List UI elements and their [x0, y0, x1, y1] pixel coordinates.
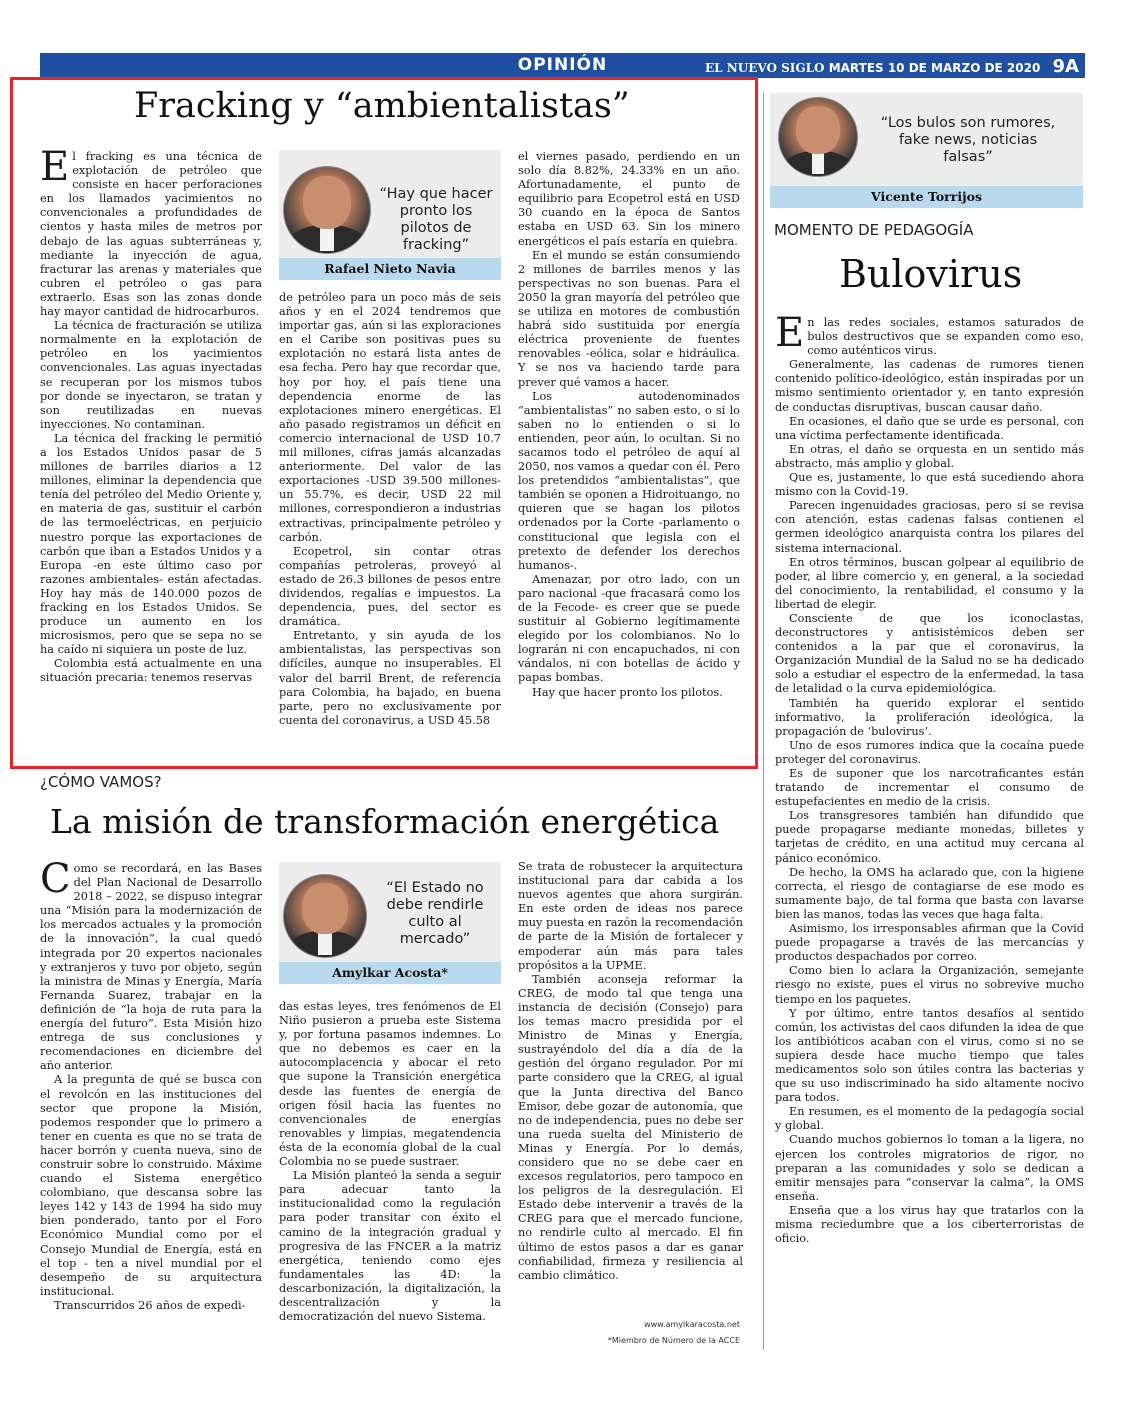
author-name: Rafael Nieto Navia: [279, 258, 501, 280]
paragraph: Como bien lo aclara la Organización, semejante riesgo no existe, pues el virus no sobrevive mucho tiempo en los paquetes.: [775, 964, 1084, 1006]
paragraph: Los transgresores también han difundido que puede propagarse mediante monedas, billetes y tarjetas de crédito, en una actitud muy cercana al pánico económico.: [775, 809, 1084, 865]
paragraph: Uno de esos rumores indica que la cocaína puede proteger del coronavirus.: [775, 738, 1084, 766]
paragraph: Consciente de que los iconoclastas, deconstructores y antisistémicos deben ser contenidos a la par que el coronavirus, la Organización Mundial de la Salud no se ha dedicado solo a estudiar el espectro de la enfermedad, la tasa de letalidad o la curva epidemiológica.: [775, 611, 1084, 696]
author-photo: [778, 97, 858, 177]
paragraph: La técnica del fracking le permitió a los Estados Unidos pasar de 5 millones de barriles diarios a 12 millones, eliminar la dependencia que tenía del petróleo del Medio Oriente y, en materia de gas, sustituir el carbón de las termoeléctricas, en perjuicio nuestro porque las exportaciones de carbón que iban a Estados Unidos y a Europa -en este último caso por razones ambientales- están afectadas. Hoy hay más de 140.000 pozos de fracking en los Estados Unidos. Se produce un aumento en los microsismos, pero que se sepa no se ha caído ni siquiera un poste de luz.: [40, 431, 262, 657]
author-name: Amylkar Acosta*: [279, 962, 501, 984]
paragraph: Enseña que a los virus hay que tratarlos con la misma reciedumbre que a los ciberterroristas de oficio.: [775, 1203, 1084, 1246]
paragraph: el viernes pasado, perdiendo en un solo día 8.82%, 24.33% en un año. Afortunadamente, el punto de equilibrio para Ecopetrol está en USD 30 cuando en la época de Santos estaba en USD 63. Sin los minero energéticos el país estaría en quiebra.: [518, 150, 740, 248]
paragraph: La técnica de fracturación se utiliza normalmente en la explotación de petróleo en los yacimientos convencionales. Las aguas inyectadas se recuperan por los mismos tubos por donde se inyectaron, se tratan y son reutilizadas en nuevas inyecciones. No contaminan.: [40, 319, 262, 431]
article2-column-1: [40, 862, 262, 1350]
article-kicker: ¿CÓMO VAMOS?: [40, 773, 162, 791]
paragraph: Se trata de robustecer la arquitectura institucional para dar cabida a los nuevos agentes que ahora surgirán. En este orden de ideas nos parece muy puesta en razón la recomendación de parte de la Misión de fortalecer y empoderar aún más para tales propósitos a la UPME.: [518, 860, 743, 972]
paragraph: de petróleo para un poco más de seis años y en el 2024 tendremos que importar gas, aún si las exploraciones en el Caribe son positivas pues su explotación no estará lista antes de esa fecha. Pero hay que recordar que, hoy por hoy, el país tiene una dependencia enorme de las explotaciones minero energéticas. El año pasado registramos un déficit en comercio internacional de USD 10.7 mil millones, cifras jamás alcanzadas anteriormente. Del valor de las exportaciones -USD 39.500 millones- un 55.7%, es decir, USD 22 mil millones, correspondieron a industrias extractivas, principalmente petróleo y carbón.: [279, 291, 501, 544]
paragraph: Colombia está actualmente en una situación precaria: tenemos reservas: [40, 657, 262, 685]
article-title: Bulovirus: [839, 252, 1023, 296]
author-box: [770, 93, 1083, 208]
section-header-bar: [40, 53, 1085, 78]
paragraph: De hecho, la OMS ha aclarado que, con la higiene correcta, el riesgo de contagiarse de ese modo es sumamente bajo, de tal forma que basta con lavarse bien las manos, todas las veces que haga falta.: [775, 865, 1084, 921]
paragraph: En resumen, es el momento de la pedagogía social y global.: [775, 1105, 1084, 1133]
author-footnote: *Miembro de Número de la ACCE: [607, 1336, 740, 1345]
article1-column-3: [518, 150, 740, 750]
paragraph: Y por último, entre tantos desafíos al sentido común, los activistas del caos difunden la idea de que los antibióticos acaban con el virus, como si no se supiera desde hace mucho tiempo que tales medicamentos solo son útiles contra las bacterias y que su uso indiscriminado ha sido altamente nocivo para todos.: [775, 1006, 1084, 1105]
paragraph: A la pregunta de qué se busca con el revolcón en las instituciones del sector que propone la Misión, podemos responder que lo primero a tener en cuenta es que no se trata de hacer borrón y cuenta nueva, sino de construir sobre lo construido. Máxime cuando el Sistema energético colombiano, que descansa sobre las leyes 142 y 143 de 1994 ha sido muy bien ponderado, tanto por el Foro Económico Mundial como por el Consejo Mundial de Energía, está en el top - ten a nivel mundial por el desempeño de su arquitectura institucional.: [40, 1073, 262, 1298]
paragraph: Generalmente, las cadenas de rumores tienen contenido político-ideológico, están inspiradas por un mismo sentimiento orientador y, en tanto expresión de conductas disruptivas, buscan causar daño.: [775, 358, 1084, 414]
paragraph: También aconseja reformar la CREG, de modo tal que tenga una instancia de decisión (Consejo) para los temas macro presidida por el Ministro de Minas y Energía, sustrayéndolo del día a día de la gestión del órgano regulador. Por mi parte considero que la CREG, al igual que la Junta directiva del Banco Emisor, debe gozar de autonomía, que no de independencia, pues no debe ser una rueda suelta del Ministerio de Minas y Energía. Por lo demás, considero que no se debe caer en excesos regulatorios, pero tampoco en los peligros de la desregulación. El Estado debe intervenir a través de la CREG para que el mercado funcione, no rendirle culto al mercado. El fin último de estos pasos a dar es ganar confiabilidad, firmeza y resiliencia al cambio climático.: [518, 972, 743, 1282]
author-name: Vicente Torrijos: [770, 186, 1083, 208]
paragraph: En otras, el daño se orquesta en un sentido más abstracto, más amplio y global.: [775, 442, 1084, 470]
paragraph: En ocasiones, el daño que se urde es personal, con una víctima perfectamente identificada.: [775, 414, 1084, 442]
paragraph: Ecopetrol, sin contar otras compañías petroleras, proveyó al estado de 26.3 billones de pesos entre dividendos, regalías e impuestos. La dependencia, pues, del sector es dramática.: [279, 544, 501, 629]
masthead: EL NUEVO SIGLO: [705, 61, 825, 75]
paragraph: Hay que hacer pronto los pilotos.: [532, 685, 723, 699]
paragraph: Transcurridos 26 años de expedi-: [54, 1298, 246, 1312]
paragraph: Parecen ingenuidades graciosas, pero si se revisa con atención, estas cadenas falsas contienen el germen ideológico anarquista contra los pilares del sistema internacional.: [775, 499, 1084, 555]
pull-quote: “Los bulos son rumores, fake news, noticias falsas”: [880, 115, 1056, 165]
header-info: [705, 56, 1079, 77]
page-number: 9A: [1052, 56, 1079, 77]
paragraph: Entretanto, y sin ayuda de los ambientalistas, las perspectivas son difíciles, aunque no insuperables. El valor del barril Brent, de referencia para Colombia, ha bajado, en buena parte, pero no exclusivamente por cuenta del coronavirus, a USD 45.58: [279, 629, 501, 727]
author-box: [279, 862, 501, 984]
article-title: La misión de transformación energética: [50, 802, 720, 841]
header-date: MARTES 10 DE MARZO DE 2020: [828, 61, 1041, 75]
paragraph: También ha querido explorar el sentido informativo, la proliferación ideológica, la propagación de ‘bulovirus’.: [775, 696, 1084, 738]
pull-quote: “Hay que hacer pronto los pilotos de fracking”: [379, 186, 493, 253]
article-kicker: MOMENTO DE PEDAGOGÍA: [774, 221, 974, 239]
column-divider: [763, 92, 764, 1350]
article2-column-3: [518, 860, 743, 1315]
paragraph: das estas leyes, tres fenómenos de El Niño pusieron a prueba este Sistema y, por fortuna pasamos indemnes. Lo que no debemos es caer en la autocomplacencia y abocar el reto que supone la Transición energética desde las fuentes de energía de origen fósil hacia las fuentes no convencionales de energías renovables y limpias, megatendencia ésta de la economía global de la cual Colombia no se puede sustraer.: [279, 1000, 501, 1169]
article2-column-2: [279, 1000, 501, 1350]
article1-column-1: [40, 150, 262, 750]
paragraph: Amenazar, por otro lado, con un paro nacional -que fracasará como los de la Fecode- es creer que se puede sustituir al Gobierno legítimamente elegido por los colombianos. No lo lograrán ni con encapuchados, ni con vándalos, ni con botellas de ácido y papas bombas.: [518, 572, 740, 685]
article3-column: [775, 316, 1084, 1352]
paragraph: Que es, justamente, lo que está sucediendo ahora mismo con la Covid-19.: [775, 471, 1084, 499]
pull-quote: “El Estado no debe rendirle culto al mercado”: [386, 880, 484, 947]
dropcap: C: [40, 862, 71, 902]
paragraph: Asimismo, los irresponsables afirman que la Covid puede propagarse a través de las mercancías y productos despachados por correo.: [775, 922, 1084, 964]
paragraph: En otros términos, buscan golpear al equilibrio de poder, al libre comercio y, en general, a la sociedad del conocimiento, la rentabilidad, el consumo y la libertad de elegir.: [775, 555, 1084, 611]
paragraph: l fracking es una técnica de explotación de petróleo que consiste en hacer perforaciones en los llamados yacimientos no convencionales a profundidades de cientos y hasta miles de metros por debajo de las aguas subterráneas y, mediante la inyección de agua, fracturar las arenas y materiales que cubren el petróleo o gas para extraerlo. Esas son las zonas donde hay mayor cantidad de hidrocarburos.: [40, 150, 262, 319]
paragraph: omo se recordará, en las Bases del Plan Nacional de Desarrollo 2018 – 2022, se dispuso integrar una “Misión para la modernización de los mercados actuales y la promoción de la innovación”, la cual quedó integrada por 20 expertos nacionales y extranjeros y tuvo por objeto, según la ministra de Minas y Energía, María Fernanda Suarez, trabajar en la definición de “la hoja de ruta para la energía del futuro”. Esta Misión hizo entrega de sus conclusiones y recomendaciones en diciembre del año anterior.: [40, 862, 262, 1073]
paragraph: n las redes sociales, estamos saturados de bulos destructivos que se expanden como eso, como auténticos virus.: [807, 316, 1084, 358]
article-title: Fracking y “ambientalistas”: [134, 86, 630, 126]
paragraph: Es de suponer que los narcotraficantes están tratando de incrementar el consumo de estupefacientes en medio de la crisis.: [775, 767, 1084, 809]
author-photo: [283, 166, 371, 254]
section-name: OPINIÓN: [517, 55, 608, 75]
article1-column-2: [279, 291, 501, 750]
author-box: [279, 150, 501, 280]
paragraph: La Misión planteó la senda a seguir para adecuar tanto la institucionalidad como la regulación para poder transitar con éxito el camino de la integración gradual y progresiva de las FNCER a la matriz energética, teniendo como ejes fundamentales las 4D: la descarbonización, la digitalización, la descentralización y la democratización del nuevo Sistema.: [279, 1169, 501, 1324]
paragraph: Los autodenominados “ambientalistas” no saben esto, o si lo saben no lo entienden o si lo entienden, peor aún, lo ocultan. Si no sacamos todo el petróleo de aquí al 2050, nos vamos a quedar con él. Pero los pretendidos “ambientalistas”, que también se oponen a Hidroituango, no quieren que se hagan los pilotos ordenados por la Corte -parlamento o constitucional que legisla con el pretexto de defender los derechos humanos-.: [518, 389, 740, 572]
author-website: www.amylkaracosta.net: [644, 1320, 740, 1329]
paragraph: En el mundo se están consumiendo 2 millones de barriles menos y las perspectivas no son buenas. Para el 2050 la gran mayoría del petróleo que se utiliza en motores de combustión habrá sido sustituida por energía eléctrica proveniente de fuentes renovables -eólica, solar e hidráulica. Y se nos va haciendo tarde para prever qué vamos a hacer.: [518, 248, 740, 389]
dropcap: E: [40, 150, 70, 190]
dropcap: E: [775, 316, 805, 356]
author-photo: [283, 874, 367, 958]
paragraph: Cuando muchos gobiernos lo toman a la ligera, no ejercen los controles migratorios de rigor, no preparan a las comunidades y solo se dedican a emitir mensajes para “conservar la calma”, la OMS enseña.: [775, 1133, 1084, 1203]
